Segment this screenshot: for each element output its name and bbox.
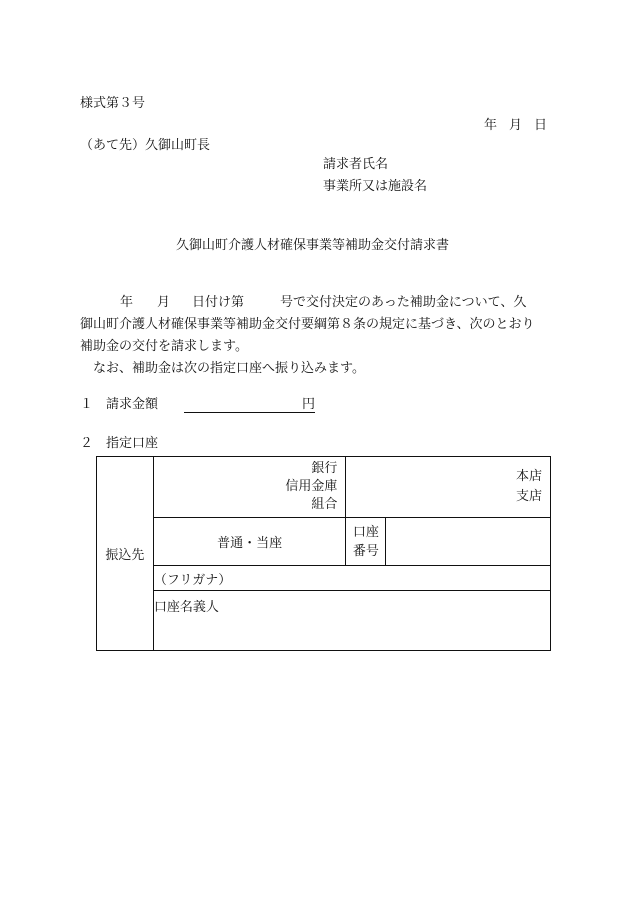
branch-type-branch: 支店 bbox=[515, 489, 542, 504]
transfer-label: 振込先 bbox=[97, 457, 154, 651]
bank-name-cell[interactable] bbox=[153, 457, 346, 518]
body-line-2: 御山町介護人材確保事業等補助金交付要綱第８条の規定に基づき、次のとおり bbox=[80, 317, 535, 332]
addressee: （あて先）久御山町長 bbox=[80, 138, 211, 153]
yen-unit: 円 bbox=[302, 397, 316, 412]
item1-label: 請求金額 bbox=[106, 397, 159, 412]
item1-number: １ bbox=[80, 397, 94, 412]
document-title: 久御山町介護人材確保事業等補助金交付請求書 bbox=[176, 238, 450, 253]
body-line-4: なお、補助金は次の指定口座へ振り込みます。 bbox=[93, 361, 365, 376]
amount-field[interactable] bbox=[184, 398, 302, 413]
furigana-cell[interactable] bbox=[153, 566, 550, 591]
requester-name-label: 請求者氏名 bbox=[323, 157, 389, 172]
date-month: 月 bbox=[509, 118, 523, 133]
form-number: 様式第３号 bbox=[80, 96, 146, 111]
bank-type-shinkin: 信用金庫 bbox=[285, 479, 338, 494]
date-line bbox=[484, 118, 550, 134]
item2-label: 指定口座 bbox=[106, 436, 159, 451]
date-year: 年 bbox=[484, 118, 498, 133]
account-holder-cell[interactable] bbox=[153, 591, 550, 651]
item2-number: ２ bbox=[80, 436, 94, 451]
item2-designated-account bbox=[80, 436, 158, 452]
item1-claim-amount bbox=[80, 397, 315, 413]
account-table bbox=[96, 456, 551, 651]
body-text bbox=[80, 292, 552, 380]
furigana-label: （フリガナ） bbox=[153, 572, 232, 588]
branch-name-cell[interactable] bbox=[346, 457, 551, 518]
account-holder-label: 口座名義人 bbox=[153, 600, 219, 615]
body-line-3: 補助金の交付を請求します。 bbox=[80, 339, 248, 354]
date-day: 日 bbox=[534, 118, 548, 133]
bank-type-kumiai: 組合 bbox=[311, 497, 338, 512]
requester-office-label: 事業所又は施設名 bbox=[323, 179, 428, 194]
bank-type-bank: 銀行 bbox=[311, 461, 338, 476]
account-number-field[interactable] bbox=[386, 518, 551, 566]
branch-type-main: 本店 bbox=[515, 469, 542, 484]
body-line-1: 年 月 日付け第 号で交付決定のあった補助金について、久 bbox=[120, 295, 527, 310]
account-number-label: 口座 番号 bbox=[346, 518, 386, 566]
account-type-cell[interactable]: 普通・当座 bbox=[153, 518, 346, 566]
